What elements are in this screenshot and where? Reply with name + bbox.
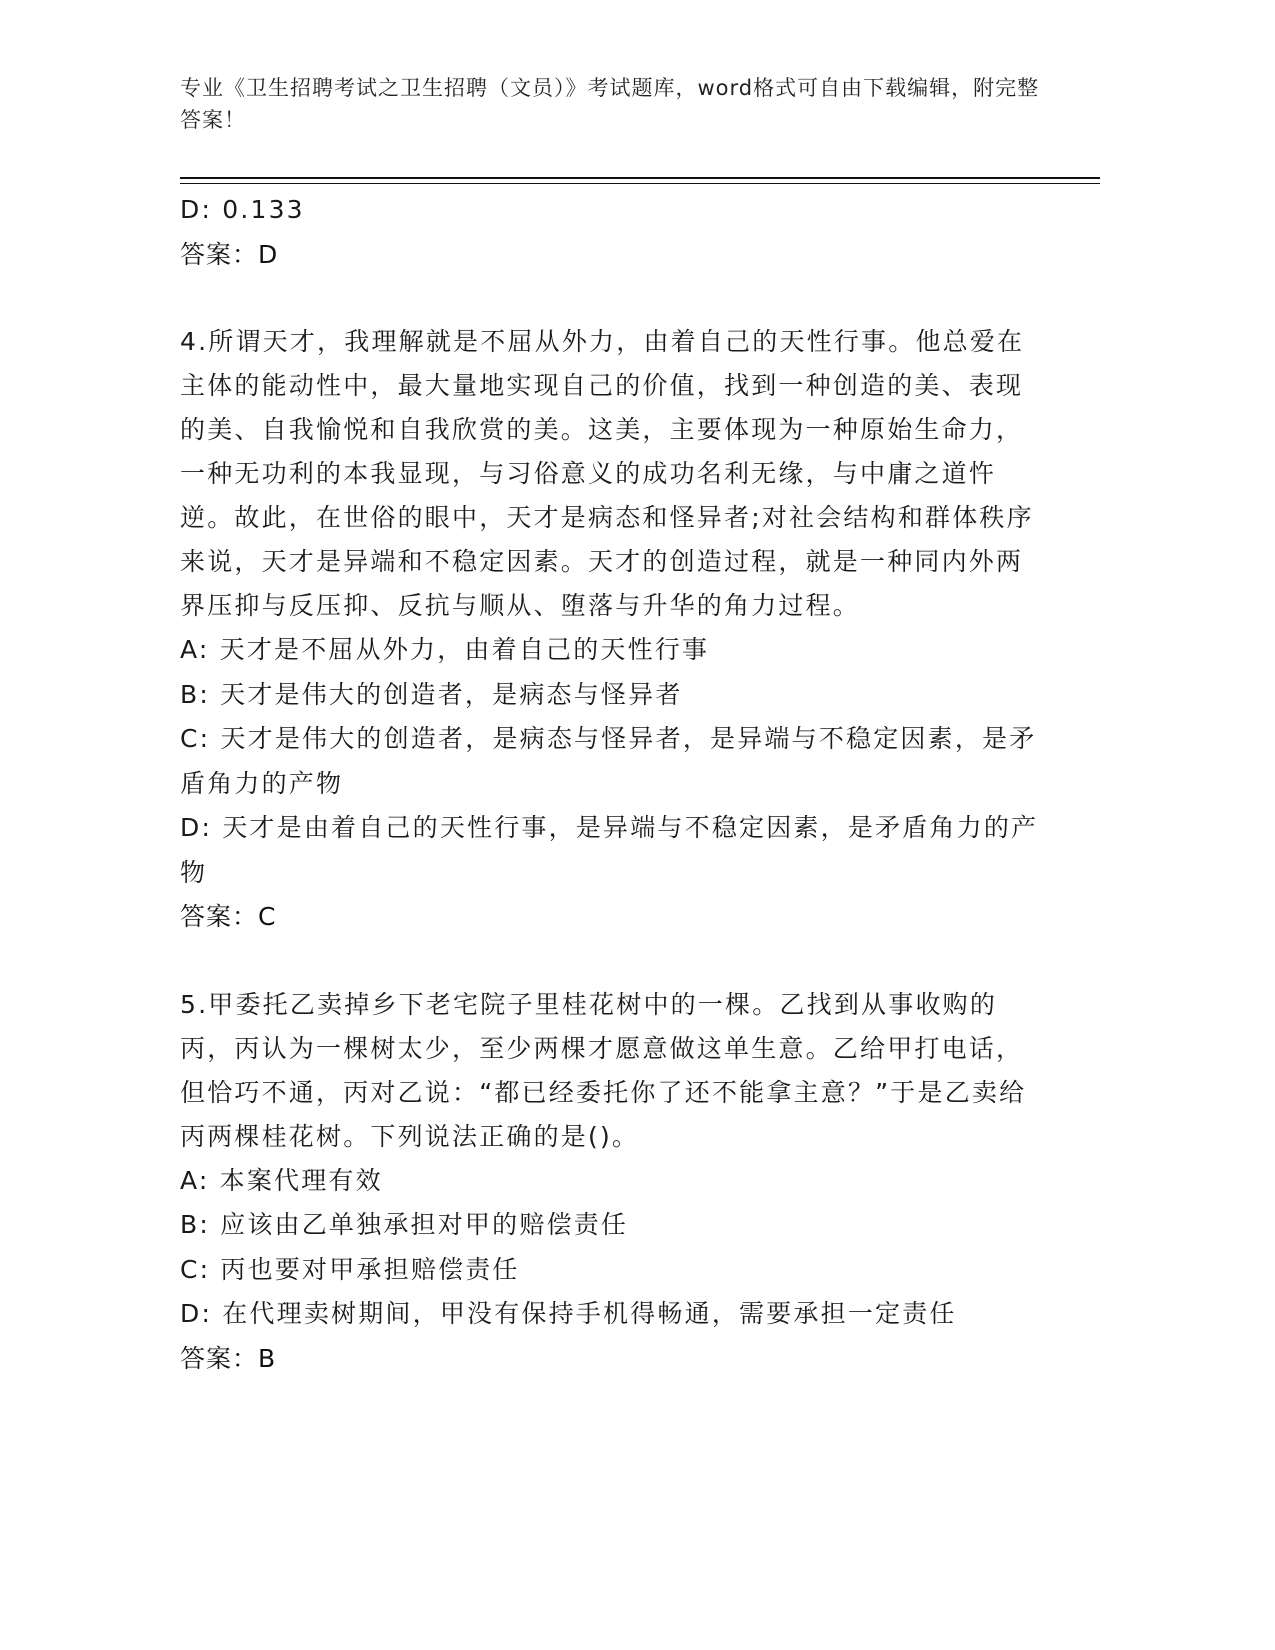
question-4: [180, 320, 1050, 940]
header-rule-thick: [180, 177, 1100, 179]
spacer: [180, 940, 1050, 983]
question-text: 5.甲委托乙卖掉乡下老宅院子里桂花树中的一棵。乙找到从事收购的丙，丙认为一棵树太少，至少两棵才愿意做这单生意。乙给甲打电话，但恰巧不通，丙对乙说：“都已经委托你了还不能拿主意？”于是乙卖给丙两棵桂花树。下列说法正确的是()。: [180, 989, 1027, 1151]
document-header: 专业《卫生招聘考试之卫生招聘（文员）》考试题库，word格式可自由下载编辑，附完整答案！: [180, 76, 1040, 132]
option-b: B: 天才是伟大的创造者，是病态与怪异者: [180, 679, 683, 709]
option-a: A: 本案代理有效: [180, 1165, 383, 1195]
previous-question-tail: [180, 188, 1050, 277]
header-rule-thin: [180, 183, 1100, 184]
option-a: A: 天才是不屈从外力，由着自己的天性行事: [180, 635, 710, 664]
question-5: [180, 983, 1050, 1382]
option-d: D: 天才是由着自己的天性行事，是异端与不稳定因素，是矛盾角力的产物: [180, 813, 1039, 887]
answer-line: 答案：C: [180, 902, 277, 931]
question-text: 4.所谓天才，我理解就是不屈从外力，由着自己的天性行事。他总爱在主体的能动性中，最大量地实现自己的价值，找到一种创造的美、表现的美、自我愉悦和自我欣赏的美。这美，主要体现为一种原始生命力，一种无功利的本我显现，与习俗意义的成功名利无缘，与中庸之道忤逆。故此，在世俗的眼中，天才是病态和怪异者;对社会结构和群体秩序来说，天才是异端和不稳定因素。天才的创造过程，就是一种同内外两界压抑与反压抑、反抗与顺从、堕落与升华的角力过程。: [180, 327, 1034, 620]
option-c: C: 丙也要对甲承担赔偿责任: [180, 1254, 520, 1284]
spacer: [180, 277, 1050, 320]
document-body: [180, 188, 1050, 1381]
option-b: B: 应该由乙单独承担对甲的赔偿责任: [180, 1210, 629, 1239]
option-d: D: 0.133: [180, 195, 305, 224]
option-d: D: 在代理卖树期间，甲没有保持手机得畅通，需要承担一定责任: [180, 1299, 957, 1328]
answer-line: 答案：D: [180, 239, 279, 269]
option-c: C: 天才是伟大的创造者，是病态与怪异者，是异端与不稳定因素，是矛盾角力的产物: [180, 724, 1037, 798]
answer-line: 答案：B: [180, 1343, 277, 1373]
